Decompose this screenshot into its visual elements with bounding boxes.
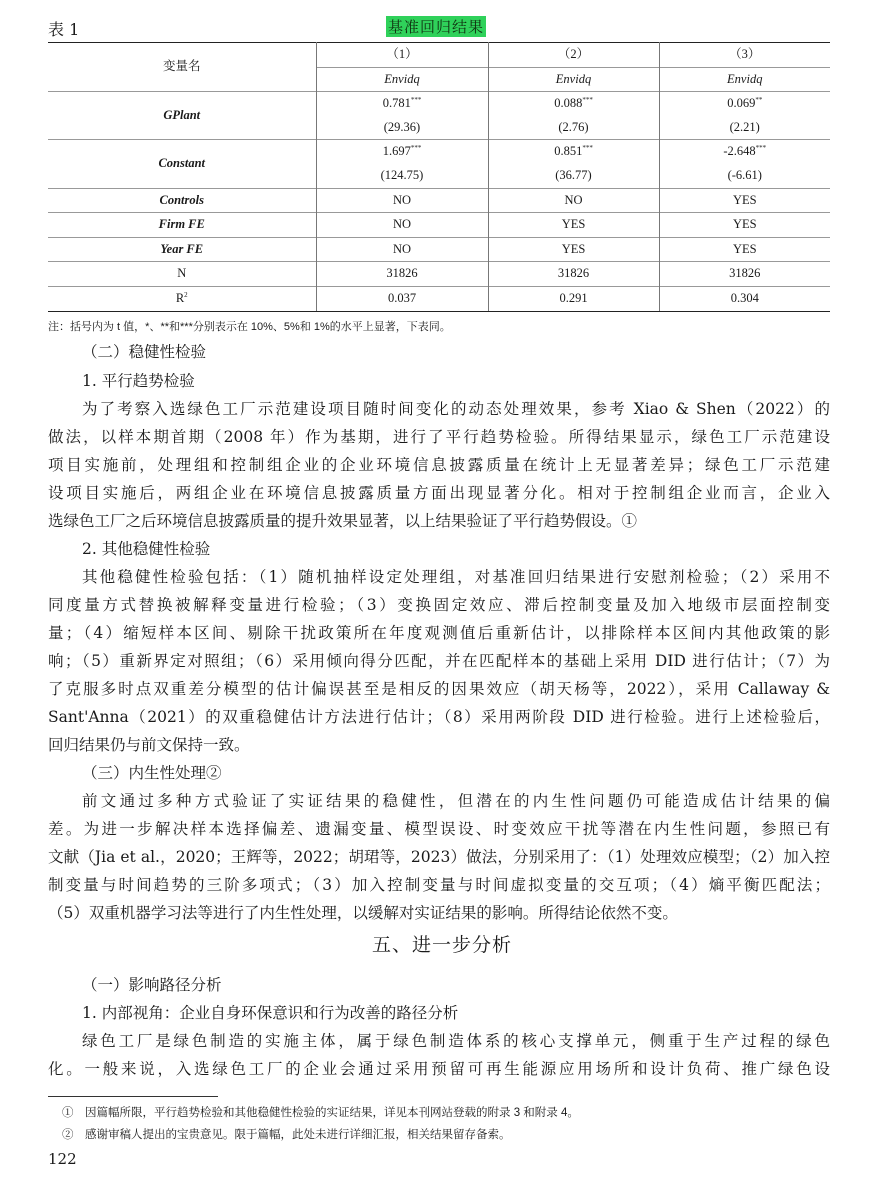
row-label: Firm FE [48,213,316,238]
col-dep-var: Envidq [659,67,830,92]
col-number: （2） [488,43,659,68]
subheading: （三）内生性处理② [82,764,222,782]
paragraph-line: 化。一般来说，入选绿色工厂的企业会通过采用预留可再生能源应用场所和设计负荷、推广绿色设 [48,1060,830,1078]
table-cell: 0.291 [488,286,659,311]
row-label: Controls [48,188,316,213]
coef-cell: 0.069** [659,92,830,116]
col-dep-var: Envidq [316,67,488,92]
table-row-constant-coef [48,140,830,164]
coef-cell: -2.648*** [659,140,830,164]
footnote: ② 感谢审稿人提出的宝贵意见。限于篇幅，此处未进行详细汇报，相关结果留存备索。 [62,1129,511,1141]
paragraph-line: 为了考察入选绿色工厂示范建设项目随时间变化的动态处理效果，参考 Xiao & Shen（2022）的 [82,400,830,418]
row-label: Year FE [48,237,316,262]
table-row-year-fe [48,237,830,262]
paragraph-line: 做法，以样本期首期（2008 年）作为基期，进行了平行趋势检验。所得结果显示，绿色工厂示范建设 [48,428,830,446]
paragraph-line: 其他稳健性检验包括：（1）随机抽样设定处理组，对基准回归结果进行安慰剂检验；（2）采用不 [82,568,830,586]
tstat-cell: (-6.61) [727,167,762,182]
paragraph-line: 了克服多时点双重差分模型的估计偏误甚至是相反的因果效应（胡天杨等，2022），采用 Callaway & [48,680,830,698]
table-row-controls [48,188,830,213]
col-dep-var: Envidq [488,67,659,92]
paragraph-line: （5）双重机器学习法等进行了内生性处理，以缓解对实证结果的影响。所得结论依然不变。 [48,904,678,922]
table-cell: 0.304 [659,286,830,311]
table-cell: NO [316,237,488,262]
table-cell: NO [316,213,488,238]
coef-cell: 0.851*** [488,140,659,164]
subheading: （一）影响路径分析 [82,976,222,994]
table-note: 注：括号内为 t 值，*、**和***分别表示在 10%、5%和 1%的水平上显著，下表同。 [48,321,451,333]
paragraph-line: 量；（4）缩短样本区间、剔除干扰政策所在年度观测值后重新估计，以排除样本区间内其他政策的影 [48,624,830,642]
table-title: 基准回归结果 [388,18,485,36]
header-row-numbers [48,43,830,68]
paragraph-line: 选绿色工厂之后环境信息披露质量的提升效果显著，以上结果验证了平行趋势假设。① [48,512,638,530]
table-row-r2 [48,286,830,311]
table-cell: 31826 [488,262,659,287]
table-cell: 31826 [659,262,830,287]
paragraph-line: 同度量方式替换被解释变量进行检验；（3）变换固定效应、滞后控制变量及加入地级市层面控制变 [48,596,830,614]
table-cell: YES [659,188,830,213]
paragraph-line: 文献（Jia et al.，2020；王辉等，2022；胡珺等，2023）做法，分别采用了：（1）处理效应模型；（2）加入控 [48,848,830,866]
paragraph-line: 响；（5）重新界定对照组；（6）采用倾向得分匹配，并在匹配样本的基础上采用 DID 进行估计；（7）为 [48,652,830,670]
paragraph-line: 回归结果仍与前文保持一致。 [48,736,250,754]
col-number: （3） [659,43,830,68]
tstat-cell: (29.36) [316,116,488,140]
paragraph-line: 差。为进一步解决样本选择偏差、遗漏变量、模型误设、时变效应干扰等潜在内生性问题，参照已有 [48,820,830,838]
paragraph-line: 前文通过多种方式验证了实证结果的稳健性，但潜在的内生性问题仍可能造成估计结果的偏 [82,792,830,810]
subheading: （二）稳健性检验 [82,343,207,361]
subheading: 1. 内部视角：企业自身环保意识和行为改善的路径分析 [82,1004,459,1022]
table-cell: 31826 [316,262,488,287]
footnote-rule [48,1096,218,1097]
table-row-firm-fe [48,213,830,238]
table-cell: YES [488,213,659,238]
tstat-cell: (36.77) [488,164,659,188]
tstat-cell: (2.21) [729,119,760,134]
subheading: 1. 平行趋势检验 [82,372,195,390]
regression-table [48,42,830,312]
row-label: N [48,262,316,287]
coef-cell: 0.088*** [488,92,659,116]
tstat-cell: (124.75) [316,164,488,188]
table-cell: YES [659,213,830,238]
row-label: GPlant [48,92,316,140]
table-cell: NO [316,188,488,213]
page-number: 122 [48,1150,77,1168]
var-header: 变量名 [48,43,316,92]
paragraph-line: 项目实施前，处理组和控制组企业的企业环境信息披露质量在统计上无显著差异；绿色工厂示范建 [48,456,830,474]
table-cell: NO [488,188,659,213]
table-cell: YES [488,237,659,262]
col-number: （1） [316,43,488,68]
paragraph-line: 制变量与时间趋势的三阶多项式；（3）加入控制变量与时间虚拟变量的交互项；（4）熵平衡匹配法； [48,876,830,894]
paragraph-line: 设项目实施后，两组企业在环境信息披露质量方面出现显著分化。相对于控制组企业而言，企业入 [48,484,830,502]
table-cell: 0.037 [316,286,488,311]
footnote: ① 因篇幅所限，平行趋势检验和其他稳健性检验的实证结果，详见本刊网站登载的附录 3 和附录 4。 [62,1107,579,1119]
coef-cell: 0.781*** [316,92,488,116]
row-label: $R^2$ [48,286,316,311]
subheading: 2. 其他稳健性检验 [82,540,211,558]
table-label: 表 1 [48,20,80,39]
coef-cell: 1.697*** [316,140,488,164]
section-heading: 五、进一步分析 [371,934,512,956]
paragraph-line: Sant'Anna（2021）的双重稳健估计方法进行估计；（8）采用两阶段 DID 进行检验。进行上述检验后， [48,708,830,726]
table-row-n [48,262,830,287]
paragraph-line: 绿色工厂是绿色制造的实施主体，属于绿色制造体系的核心支撑单元，侧重于生产过程的绿色 [82,1032,830,1050]
tstat-cell: (2.76) [488,116,659,140]
table-row-gplant-coef [48,92,830,116]
row-label: Constant [48,140,316,188]
table-cell: YES [659,237,830,262]
